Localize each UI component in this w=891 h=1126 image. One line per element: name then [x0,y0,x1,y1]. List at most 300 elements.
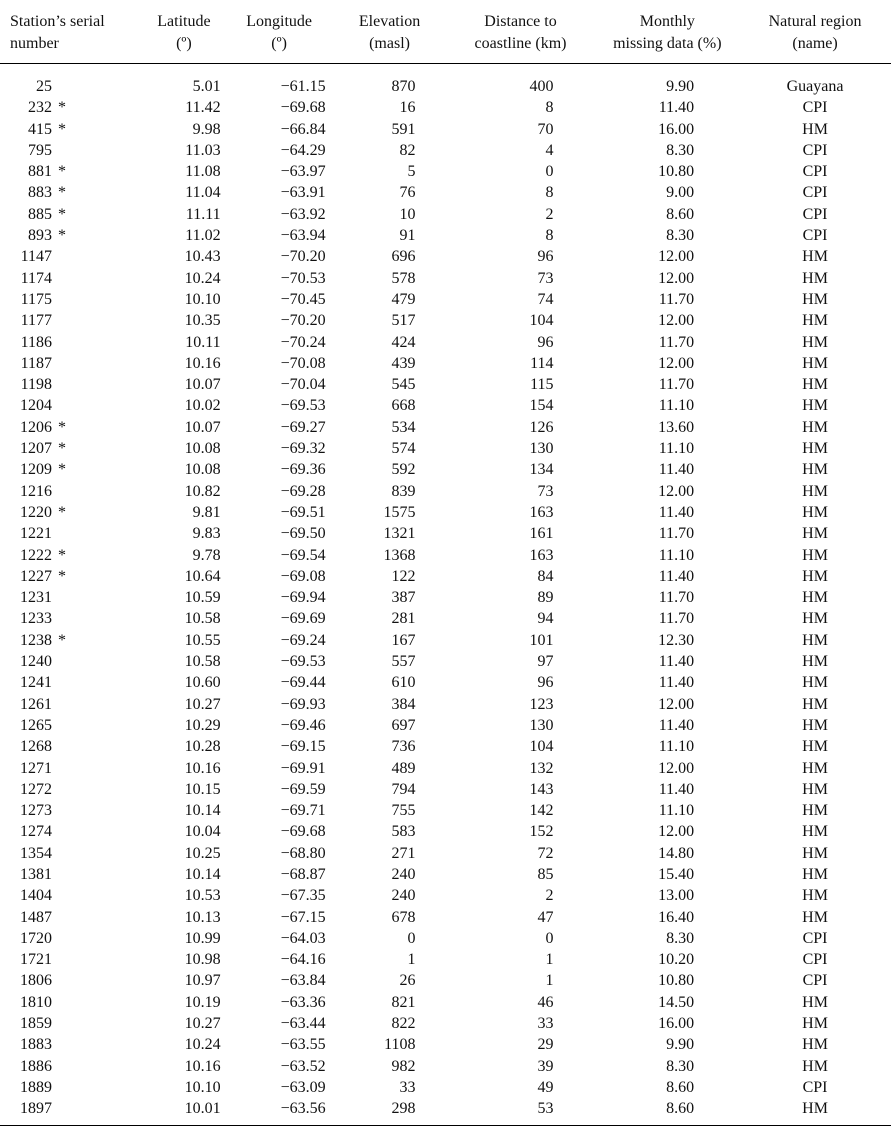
latitude-cell: 10.53 [184,887,221,905]
distance-cell: 89 [537,589,554,607]
latitude-cell: 11.11 [185,205,221,223]
elevation-cell: 5 [407,163,416,181]
missing-data-cell: 8.30 [666,227,695,245]
latitude-cell: 9.81 [192,503,221,521]
latitude-cell: 9.98 [192,120,221,138]
latitude-cell: 10.25 [184,844,221,862]
missing-data-cell: 13.60 [658,418,695,436]
longitude-cell: −70.20 [280,312,326,330]
serial-number: 1381 [20,865,52,883]
serial-cell [0,970,143,991]
distance-cell: 134 [529,461,554,479]
serial-cell [0,1034,143,1055]
serial-cell [0,1013,143,1034]
serial-marker: * [58,163,66,181]
longitude-cell: −69.08 [280,567,326,585]
serial-cell [0,417,143,438]
distance-cell: 115 [530,376,554,394]
elevation-cell: 479 [391,290,416,308]
missing-data-cell: 12.00 [658,354,695,372]
longitude-cell: −63.55 [280,1036,326,1054]
serial-marker: * [58,120,66,138]
serial-number: 1233 [20,610,52,628]
elevation-cell: 489 [391,759,416,777]
region-cell: HM [802,823,828,841]
table-row [0,928,891,949]
missing-data-cell: 11.10 [658,397,695,415]
longitude-cell: −69.93 [280,695,326,713]
serial-cell [0,64,143,98]
region-cell: CPI [802,205,828,223]
missing-data-cell: 8.30 [666,1057,695,1075]
serial-number: 795 [28,141,52,159]
longitude-cell: −69.53 [280,397,326,415]
longitude-cell: −64.29 [280,141,326,159]
serial-cell [0,97,143,118]
serial-cell [0,225,143,246]
region-cell: HM [802,248,828,266]
latitude-cell: 10.07 [184,376,221,394]
latitude-cell: 10.19 [184,993,221,1011]
table-row [0,64,891,98]
region-cell: HM [802,482,828,500]
region-cell: HM [802,546,828,564]
serial-number: 232 [28,99,52,117]
longitude-cell: −63.09 [280,1078,326,1096]
missing-data-cell: 11.70 [658,376,695,394]
latitude-cell: 10.82 [184,482,221,500]
distance-cell: 0 [545,163,554,181]
table-row [0,438,891,459]
missing-data-cell: 10.20 [658,951,695,969]
longitude-cell: −69.46 [280,716,326,734]
latitude-cell: 10.27 [184,1015,221,1033]
elevation-cell: 76 [399,184,416,202]
distance-cell: 39 [537,1057,554,1075]
distance-cell: 94 [537,610,554,628]
serial-number: 1241 [20,674,52,692]
missing-data-cell: 11.40 [658,780,695,798]
serial-number: 1720 [20,929,52,947]
distance-cell: 70 [537,120,554,138]
serial-cell [0,353,143,374]
longitude-cell: −69.50 [280,525,326,543]
table-row [0,587,891,608]
region-cell: HM [802,1057,828,1075]
header-latitude-unit: (º) [143,33,224,64]
latitude-cell: 10.60 [184,674,221,692]
serial-number: 1897 [20,1100,52,1118]
serial-number: 1265 [20,716,52,734]
serial-cell [0,630,143,651]
serial-number: 1147 [20,248,52,266]
longitude-cell: −63.97 [280,163,326,181]
latitude-cell: 10.58 [184,653,221,671]
distance-cell: 142 [529,802,554,820]
serial-number: 1238 [20,631,52,649]
region-cell: HM [802,759,828,777]
elevation-cell: 122 [391,567,416,585]
region-cell: HM [802,376,828,394]
region-cell: CPI [802,141,828,159]
table-row [0,225,891,246]
serial-number: 1231 [20,589,52,607]
table-row [0,459,891,480]
missing-data-cell: 9.90 [666,1036,695,1054]
longitude-cell: −67.15 [280,908,326,926]
serial-marker: * [58,461,66,479]
serial-marker: * [58,440,66,458]
elevation-cell: 870 [391,78,416,95]
serial-number: 1204 [20,397,52,415]
distance-cell: 114 [530,354,554,372]
missing-data-cell: 9.00 [666,184,695,202]
elevation-cell: 736 [391,738,416,756]
serial-marker: * [58,99,66,117]
missing-data-cell: 12.00 [658,482,695,500]
latitude-cell: 10.11 [185,333,221,351]
header-latitude: Latitude [157,13,211,30]
longitude-cell: −69.94 [280,589,326,607]
table-row [0,843,891,864]
serial-cell [0,992,143,1013]
longitude-cell: −69.44 [280,674,326,692]
serial-cell [0,268,143,289]
missing-data-cell: 12.00 [658,695,695,713]
region-cell: Guayana [786,78,844,95]
distance-cell: 2 [545,887,554,905]
missing-data-cell: 11.10 [658,440,695,458]
region-cell: HM [802,1015,828,1033]
serial-cell [0,502,143,523]
serial-cell [0,608,143,629]
elevation-cell: 16 [399,99,416,117]
latitude-cell: 10.14 [184,802,221,820]
region-cell: HM [802,844,828,862]
distance-cell: 104 [529,738,554,756]
longitude-cell: −69.69 [280,610,326,628]
elevation-cell: 91 [399,227,416,245]
distance-cell: 97 [537,653,554,671]
distance-cell: 96 [537,674,554,692]
distance-cell: 130 [529,716,554,734]
missing-data-cell: 8.60 [666,1078,695,1096]
distance-cell: 143 [529,780,554,798]
latitude-cell: 10.07 [184,418,221,436]
serial-cell [0,395,143,416]
latitude-cell: 9.78 [192,546,221,564]
serial-cell [0,182,143,203]
serial-cell [0,843,143,864]
serial-number: 1187 [20,354,52,372]
table-row [0,1013,891,1034]
elevation-cell: 1368 [383,546,416,564]
serial-number: 1721 [20,951,52,969]
latitude-cell: 9.83 [192,525,221,543]
region-cell: HM [802,695,828,713]
serial-marker: * [58,631,66,649]
latitude-cell: 10.98 [184,951,221,969]
missing-data-cell: 11.40 [658,461,695,479]
region-cell: HM [802,738,828,756]
latitude-cell: 10.64 [184,567,221,585]
region-cell: CPI [802,951,828,969]
table-row [0,204,891,225]
elevation-cell: 1575 [383,503,416,521]
longitude-cell: −69.27 [280,418,326,436]
serial-number: 1209 [20,461,52,479]
elevation-cell: 240 [391,865,416,883]
table-row [0,289,891,310]
serial-number: 1404 [20,887,52,905]
serial-cell [0,672,143,693]
missing-data-cell: 13.00 [658,887,695,905]
serial-number: 1886 [20,1057,52,1075]
table-row [0,1034,891,1055]
elevation-cell: 545 [391,376,416,394]
latitude-cell: 10.13 [184,908,221,926]
longitude-cell: −63.91 [280,184,326,202]
table-row [0,161,891,182]
distance-cell: 126 [529,418,554,436]
latitude-cell: 10.99 [184,929,221,947]
missing-data-cell: 11.40 [658,503,695,521]
longitude-cell: −63.84 [280,972,326,990]
serial-number: 1272 [20,780,52,798]
serial-cell [0,949,143,970]
longitude-cell: −69.15 [280,738,326,756]
elevation-cell: 821 [391,993,416,1011]
header-serial: Station’s serial [10,13,105,30]
table-row [0,566,891,587]
table-row [0,907,891,928]
distance-cell: 132 [529,759,554,777]
distance-cell: 47 [537,908,554,926]
elevation-cell: 517 [391,312,416,330]
region-cell: HM [802,887,828,905]
region-cell: HM [802,610,828,628]
region-cell: HM [802,503,828,521]
serial-cell [0,694,143,715]
missing-data-cell: 11.10 [658,738,695,756]
region-cell: HM [802,780,828,798]
serial-marker: * [58,418,66,436]
serial-cell [0,1077,143,1098]
missing-data-cell: 11.40 [658,99,695,117]
header-serial-unit: number [0,33,143,64]
distance-cell: 74 [537,290,554,308]
missing-data-cell: 11.70 [658,333,695,351]
distance-cell: 4 [545,141,554,159]
serial-number: 885 [28,205,52,223]
missing-data-cell: 14.50 [658,993,695,1011]
missing-data-cell: 11.40 [658,653,695,671]
serial-marker: * [58,546,66,564]
serial-number: 1261 [20,695,52,713]
elevation-cell: 668 [391,397,416,415]
header-longitude: Longitude [246,13,312,30]
region-cell: CPI [802,929,828,947]
distance-cell: 163 [529,546,554,564]
missing-data-cell: 11.10 [658,802,695,820]
table-row [0,97,891,118]
longitude-cell: −69.36 [280,461,326,479]
longitude-cell: −69.54 [280,546,326,564]
serial-cell [0,715,143,736]
missing-data-cell: 16.00 [658,1015,695,1033]
elevation-cell: 0 [407,929,416,947]
serial-cell [0,907,143,928]
serial-cell [0,821,143,842]
serial-number: 1221 [20,525,52,543]
serial-cell [0,161,143,182]
serial-number: 881 [28,163,52,181]
missing-data-cell: 11.70 [658,610,695,628]
serial-number: 1227 [20,567,52,585]
elevation-cell: 33 [399,1078,416,1096]
latitude-cell: 11.03 [185,141,221,159]
region-cell: HM [802,525,828,543]
region-cell: HM [802,567,828,585]
latitude-cell: 11.08 [185,163,221,181]
missing-data-cell: 9.90 [666,78,695,95]
table-row [0,885,891,906]
serial-cell [0,523,143,544]
table-row [0,800,891,821]
distance-cell: 72 [537,844,554,862]
elevation-cell: 583 [391,823,416,841]
table-row [0,821,891,842]
distance-cell: 8 [545,99,554,117]
elevation-cell: 678 [391,908,416,926]
table-row [0,119,891,140]
table-row [0,1056,891,1077]
missing-data-cell: 11.70 [658,525,695,543]
serial-cell [0,374,143,395]
serial-marker: * [58,503,66,521]
header-longitude-unit: (º) [225,33,334,64]
longitude-cell: −68.80 [280,844,326,862]
serial-cell [0,204,143,225]
elevation-cell: 387 [391,589,416,607]
latitude-cell: 10.08 [184,440,221,458]
elevation-cell: 557 [391,653,416,671]
serial-number: 893 [28,227,52,245]
table-row [0,545,891,566]
elevation-cell: 10 [399,205,416,223]
longitude-cell: −61.15 [280,78,326,95]
elevation-cell: 591 [391,120,416,138]
missing-data-cell: 12.00 [658,759,695,777]
latitude-cell: 10.08 [184,461,221,479]
distance-cell: 73 [537,269,554,287]
serial-marker: * [58,567,66,585]
elevation-cell: 298 [334,1098,446,1125]
serial-number: 1859 [20,1015,52,1033]
serial-cell [0,332,143,353]
missing-data-cell: 10.80 [658,163,695,181]
table-row [0,332,891,353]
serial-marker: * [58,205,66,223]
elevation-cell: 696 [391,248,416,266]
serial-number: 1175 [20,290,52,308]
longitude-cell: −63.92 [280,205,326,223]
latitude-cell: 10.29 [184,716,221,734]
distance-cell: 53 [445,1098,595,1125]
missing-data-cell: 12.00 [658,823,695,841]
table-row [0,970,891,991]
elevation-cell: 424 [391,333,416,351]
header-distance-unit: coastline (km) [445,33,595,64]
region-cell: HM [802,716,828,734]
distance-cell: 73 [537,482,554,500]
header-elevation: Elevation [358,13,421,30]
distance-cell: 29 [537,1036,554,1054]
longitude-cell: −69.91 [280,759,326,777]
latitude-cell: 10.35 [184,312,221,330]
elevation-cell: 26 [399,972,416,990]
distance-cell: 49 [537,1078,554,1096]
missing-data-cell: 12.00 [658,312,695,330]
region-cell: HM [802,333,828,351]
missing-data-cell: 12.00 [658,248,695,266]
serial-cell [0,119,143,140]
longitude-cell: −68.87 [280,865,326,883]
region-cell: HM [802,312,828,330]
elevation-cell: 574 [391,440,416,458]
distance-cell: 400 [529,78,554,95]
table-row [0,715,891,736]
latitude-cell: 10.27 [184,695,221,713]
latitude-cell: 10.16 [184,354,221,372]
longitude-cell: −63.56 [225,1098,334,1125]
region-cell: HM [802,653,828,671]
serial-cell [0,1056,143,1077]
serial-cell [0,779,143,800]
region-cell: CPI [802,227,828,245]
missing-data-cell: 8.60 [596,1098,740,1125]
serial-marker: * [58,227,66,245]
serial-number: 1810 [20,993,52,1011]
region-cell: HM [802,865,828,883]
latitude-cell: 10.15 [184,780,221,798]
longitude-cell: −69.59 [280,780,326,798]
distance-cell: 152 [529,823,554,841]
serial-cell [0,864,143,885]
serial-number: 1177 [20,312,52,330]
elevation-cell: 794 [391,780,416,798]
missing-data-cell: 12.00 [658,269,695,287]
elevation-cell: 697 [391,716,416,734]
distance-cell: 163 [529,503,554,521]
longitude-cell: −63.36 [280,993,326,1011]
longitude-cell: −70.08 [280,354,326,372]
table-row [0,630,891,651]
longitude-cell: −64.03 [280,929,326,947]
region-cell: HM [802,993,828,1011]
latitude-cell: 10.58 [184,610,221,628]
missing-data-cell: 11.40 [658,716,695,734]
elevation-cell: 755 [391,802,416,820]
table-row [0,246,891,267]
elevation-cell: 592 [391,461,416,479]
elevation-cell: 82 [399,141,416,159]
table-row [0,864,891,885]
missing-data-cell: 11.10 [658,546,695,564]
longitude-cell: −69.51 [280,503,326,521]
table-row [0,992,891,1013]
serial-number: 1222 [20,546,52,564]
